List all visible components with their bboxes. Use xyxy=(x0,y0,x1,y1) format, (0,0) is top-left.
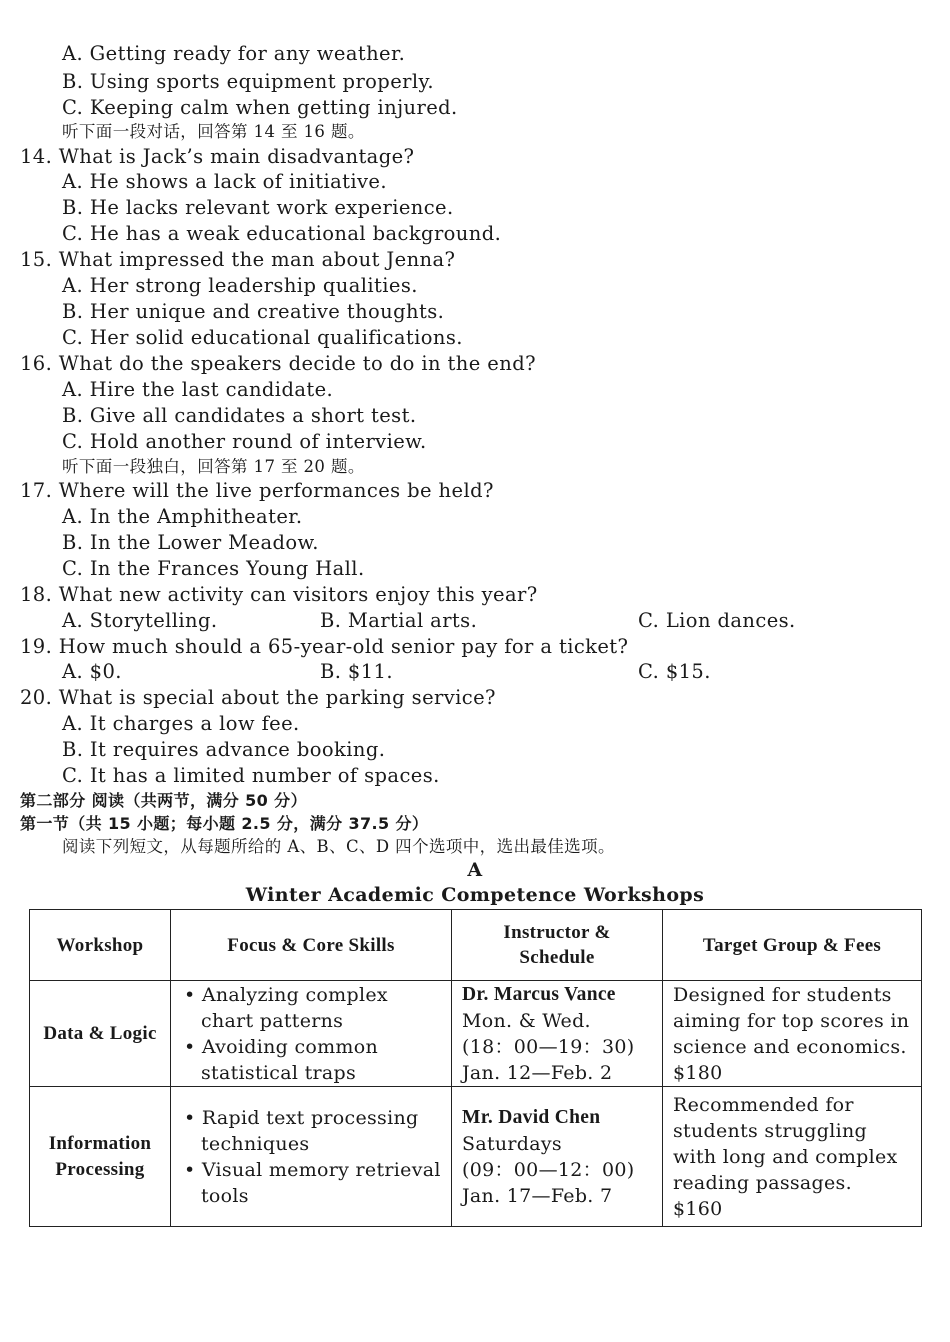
target-group: Designed for students aiming for top scores in science and economics. xyxy=(673,983,910,1058)
schedule-dates: Jan. 12—Feb. 2 xyxy=(462,1061,613,1084)
option-20b: B. It requires advance booking. xyxy=(62,738,386,761)
option-17c: C. In the Frances Young Hall. xyxy=(62,557,365,580)
section-one-heading: 第一节（共 15 小题；每小题 2.5 分，满分 37.5 分） xyxy=(20,814,429,833)
skill-item: • Rapid text processing techniques xyxy=(184,1106,419,1155)
instruction-14-16: 听下面一段对话，回答第 14 至 16 题。 xyxy=(62,122,365,141)
option-15b: B. Her unique and creative thoughts. xyxy=(62,300,445,323)
instructor-name: Dr. Marcus Vance xyxy=(462,983,616,1005)
option-16a: A. Hire the last candidate. xyxy=(62,378,334,401)
option-14b: B. He lacks relevant work experience. xyxy=(62,196,454,219)
option-13a: A. Getting ready for any weather. xyxy=(62,42,406,65)
skill-item: • Avoiding common statistical traps xyxy=(184,1035,379,1084)
target-cell xyxy=(663,981,922,1087)
header-focus-skills: Focus & Core Skills xyxy=(171,910,452,981)
option-19a: A. $0. xyxy=(62,660,122,683)
option-16b: B. Give all candidates a short test. xyxy=(62,404,417,427)
option-18c: C. Lion dances. xyxy=(638,609,796,632)
target-cell xyxy=(663,1087,922,1227)
option-20a: A. It charges a low fee. xyxy=(62,712,300,735)
reading-instruction: 阅读下列短文，从每题所给的 A、B、C、D 四个选项中，选出最佳选项。 xyxy=(62,837,615,856)
question-15: 15. What impressed the man about Jenna? xyxy=(20,248,456,271)
option-20c: C. It has a limited number of spaces. xyxy=(62,764,440,787)
fee: $180 xyxy=(673,1061,723,1084)
option-17a: A. In the Amphitheater. xyxy=(62,505,303,528)
schedule-dates: Jan. 17—Feb. 7 xyxy=(462,1184,613,1207)
instructor-cell xyxy=(452,1087,663,1227)
option-16c: C. Hold another round of interview. xyxy=(62,430,427,453)
table-header-row xyxy=(30,910,922,981)
option-13b: B. Using sports equipment properly. xyxy=(62,70,434,93)
workshop-name: Information Processing xyxy=(30,1087,171,1227)
header-workshop: Workshop xyxy=(30,910,171,981)
option-18a: A. Storytelling. xyxy=(62,609,218,632)
table-row xyxy=(30,1087,922,1227)
passage-title: Winter Academic Competence Workshops xyxy=(245,884,705,906)
option-14a: A. He shows a lack of initiative. xyxy=(62,170,387,193)
skills-cell xyxy=(171,981,452,1087)
instructor-cell xyxy=(452,981,663,1087)
schedule-days: Mon. & Wed. xyxy=(462,1009,591,1032)
schedule-time: (18：00—19：30) xyxy=(462,1035,635,1058)
option-17b: B. In the Lower Meadow. xyxy=(62,531,319,554)
question-17: 17. Where will the live performances be held? xyxy=(20,479,494,502)
target-group: Recommended for students struggling with long and complex reading passages. xyxy=(673,1093,898,1194)
table-row xyxy=(30,981,922,1087)
instructor-name: Mr. David Chen xyxy=(462,1106,601,1128)
schedule-time: (09：00—12：00) xyxy=(462,1158,635,1181)
question-18: 18. What new activity can visitors enjoy this year? xyxy=(20,583,538,606)
instruction-17-20: 听下面一段独白，回答第 17 至 20 题。 xyxy=(62,457,365,476)
option-18b: B. Martial arts. xyxy=(320,609,478,632)
option-15a: A. Her strong leadership qualities. xyxy=(62,274,418,297)
fee: $160 xyxy=(673,1197,723,1220)
question-19: 19. How much should a 65-year-old senior pay for a ticket? xyxy=(20,635,629,658)
option-15c: C. Her solid educational qualifications. xyxy=(62,326,463,349)
schedule-days: Saturdays xyxy=(462,1132,562,1155)
part-two-heading: 第二部分 阅读（共两节，满分 50 分） xyxy=(20,791,307,810)
option-13c: C. Keeping calm when getting injured. xyxy=(62,96,458,119)
option-14c: C. He has a weak educational background. xyxy=(62,222,502,245)
header-instructor-schedule: Instructor & Schedule xyxy=(452,910,663,981)
skill-item: • Visual memory retrieval tools xyxy=(184,1158,441,1207)
option-19b: B. $11. xyxy=(320,660,393,683)
question-20: 20. What is special about the parking service? xyxy=(20,686,496,709)
skills-cell xyxy=(171,1087,452,1227)
header-target-fees: Target Group & Fees xyxy=(663,910,922,981)
option-19c: C. $15. xyxy=(638,660,711,683)
skill-item: • Analyzing complex chart patterns xyxy=(184,983,388,1032)
question-14: 14. What is Jack’s main disadvantage? xyxy=(20,145,415,168)
question-16: 16. What do the speakers decide to do in the end? xyxy=(20,352,536,375)
passage-letter: A xyxy=(467,859,483,881)
workshop-name: Data & Logic xyxy=(30,981,171,1087)
workshop-table xyxy=(29,909,922,1227)
